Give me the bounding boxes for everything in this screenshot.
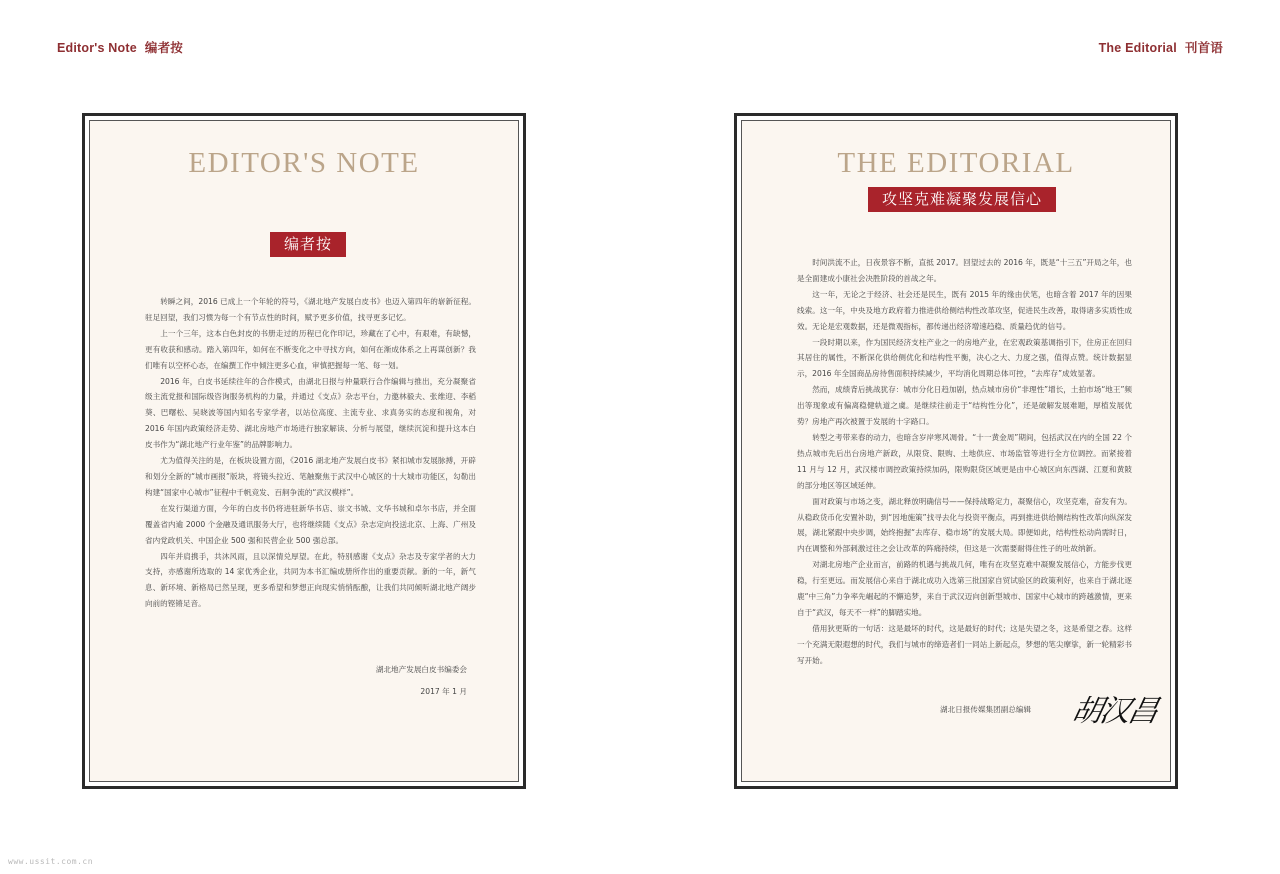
left-paragraph: 转瞬之间，2016 已成上一个年轮的符号，《湖北地产发展白皮书》也迈入第四年的崭新征程。驻足回望，我们习惯为每一个有节点性的时间，赋予更多价值，找寻更多记忆。 (145, 297, 476, 322)
left-paragraph: 上一个三年，这本白色封皮的书册走过的历程已化作印记，珍藏在了心中，有艰难，有缺憾，更有收获和感动。踏入第四年，如何在不断变化之中寻找方向，如何在渐成体系之上再谋创新？我们唯有以空杯心态，在编撰工作中倾注更多心血，审慎把握每一笔、每一划。 (145, 328, 476, 370)
right-page-inner (741, 120, 1171, 782)
left-signature-block (376, 659, 467, 703)
right-page-subtitle: 攻坚克难凝聚发展信心 (868, 187, 1056, 212)
left-page-title: EDITOR'S NOTE (188, 147, 420, 179)
header-left-cn: 编者按 (144, 40, 183, 55)
right-paragraph: 借用狄更斯的一句话：这是最坏的时代，这是最好的时代；这是失望之冬，这是希望之春。这样一个充满无限遐想的时代，我们与城市的缔造者们一同站上新起点，梦想的笔尖摩挲，新一轮精彩书写开始。 (797, 623, 1132, 665)
right-page-title: THE EDITORIAL (837, 147, 1075, 179)
header-left-en: Editor's Note (57, 41, 137, 55)
left-page-inner (89, 120, 519, 782)
right-sign-label: 湖北日报传媒集团副总编辑 (940, 705, 1032, 714)
right-paragraph: 然而，成绩背后挑战犹存：城市分化日趋加剧，热点城市房价“非理性”增长，土拍市场“地王”频出等现象或有偏离稳健轨道之虞。是继续往前走于“结构性分化”，还是破解发展难题，厚植发展优势？房地产再次被置于发展的十字路口。 (797, 385, 1132, 427)
left-paragraph: 在发行渠道方面，今年的白皮书仍将进驻新华书店、崇文书城、文华书城和卓尔书店，并全面覆盖省内逾 2000 个金融及通讯服务大厅，也将继续随《支点》杂志定向投送北京、上海、广州及省内党政机关、中国企业 500 强和民营企业 500 强总部。 (145, 503, 476, 545)
left-paragraph: 2016 年，白皮书延续往年的合作模式，由湖北日报与仲量联行合作编辑与推出，充分凝聚省级主流党报和国际级咨询服务机构的力量，并通过《支点》杂志平台，力邀林毅夫、张维迎、李稻葵、巴曙松、吴晓波等国内知名专家学者，以站位高度、主流专业、求真务实的态度和视角，对 2016 年国内政策经济走势、湖北房地产市场进行独家解读、分析与展望，继续沉淀和提升这本白皮书作为“湖北地产行业年鉴”的品牌影响力。 (145, 376, 476, 450)
left-paragraph: 尤为值得关注的是，在板块设置方面，《2016 湖北地产发展白皮书》紧扣城市发展脉搏，开辟和划分全新的“城市画报”版块，将镜头拉近、笔触聚焦于武汉中心城区的十大城市功能区，勾勒出构建“国家中心城市”征程中千帆竞发、百舸争流的“武汉模样”。 (145, 456, 476, 497)
right-paragraph: 对湖北房地产企业而言，前路的机遇与挑战几何，唯有在攻坚克难中凝聚发展信心，方能步伐更稳，行至更远。而发展信心来自于湖北成功入选第三批国家自贸试验区的政策利好，也来自于湖北逐鹿“中三角”力争率先崛起的不懈追梦，来自于武汉迈向创新型城市、国家中心城市的跨越激情，更来自于“武汉，每天不一样”的脚踏实地。 (797, 560, 1132, 617)
right-paragraph: 转型之考带来春的动力，也暗含岁岸寒风凋骨。“十一黄金周”期间，包括武汉在内的全国 22 个热点城市先后出台房地产新政，从限贷、限购、土地供应、市场监管等进行全方位调控。而紧接着 11 月与 12 月，武汉楼市调控政策持续加码，限购限贷区域更是由中心城区向东西湖、江夏和黄陂的部分地区等区域延伸。 (797, 432, 1132, 490)
header-left (57, 38, 183, 56)
handwritten-signature: 胡汉昌 (1068, 694, 1160, 729)
right-paragraph: 面对政策与市场之变，湖北释放明确信号——保持战略定力，凝聚信心，攻坚克难，奋发有为。从稳政货币化安置补助，到“因地施策”找寻去化与投资平衡点，再到推进供给侧结构性改革向纵深发展，湖北紧跟中央步调，始终抱握“去库存、稳市场”的发展大局。即便如此，结构性松动尚需时日，内在调整和外部刺激过往之会让改革的阵痛持续，但这是一次需要耐得住性子的吐故纳新。 (797, 496, 1132, 554)
sign-date: 2017 年 1 月 (420, 687, 467, 696)
right-paragraph: 这一年，无论之于经济、社会还是民生，既有 2015 年的缘由伏笔，也暗含着 2017 年的因果线索。这一年，中央及地方政府着力推进供给侧结构性改革攻坚，促进民生改善，取得诸多实质性成效。无论是宏观数据，还是微观指标，都传递出经济增速趋稳、质量趋优的信号。 (797, 289, 1132, 331)
right-page-frame (734, 113, 1178, 789)
right-paragraph: 一段时期以来，作为国民经济支柱产业之一的房地产业，在宏观政策基调指引下，住房正在回归其居住的属性，不断深化供给侧优化和结构性平衡，决心之大、力度之强，值得点赞。统计数据显示，2016 年全国商品房待售面积持续减少，平均消化周期总体可控，“去库存”成效显著。 (797, 337, 1132, 379)
header-right-cn: 刊首语 (1184, 40, 1223, 55)
header-right (1099, 38, 1223, 56)
right-page-body (797, 255, 1132, 669)
sign-org: 湖北地产发展白皮书编委会 (375, 665, 467, 674)
left-page-subtitle: 编者按 (270, 232, 346, 257)
right-paragraph: 时间洪流不止，日夜景容不断，直抵 2017。回望过去的 2016 年，既是“十三五”开局之年，也是全面建成小康社会决胜阶段的首战之年。 (797, 258, 1132, 283)
left-page-body (145, 294, 476, 612)
header-right-en: The Editorial (1098, 41, 1177, 55)
watermark: www.ussit.com.cn (8, 857, 94, 866)
left-paragraph: 四年并肩携手，共沐风雨，且以深情兑厚望。在此，特别感谢《支点》杂志及专家学者的大力支持，亦感谢所选取的 14 家优秀企业，共同为本书汇编成册所作出的重要贡献。新的一年，新气息、新环境、新格局已然呈现，更多希望和梦想正向现实悄悄酝酿，让我们共同倾听湖北地产阔步向前的铿锵足音。 (145, 551, 476, 609)
left-page-frame (82, 113, 526, 789)
